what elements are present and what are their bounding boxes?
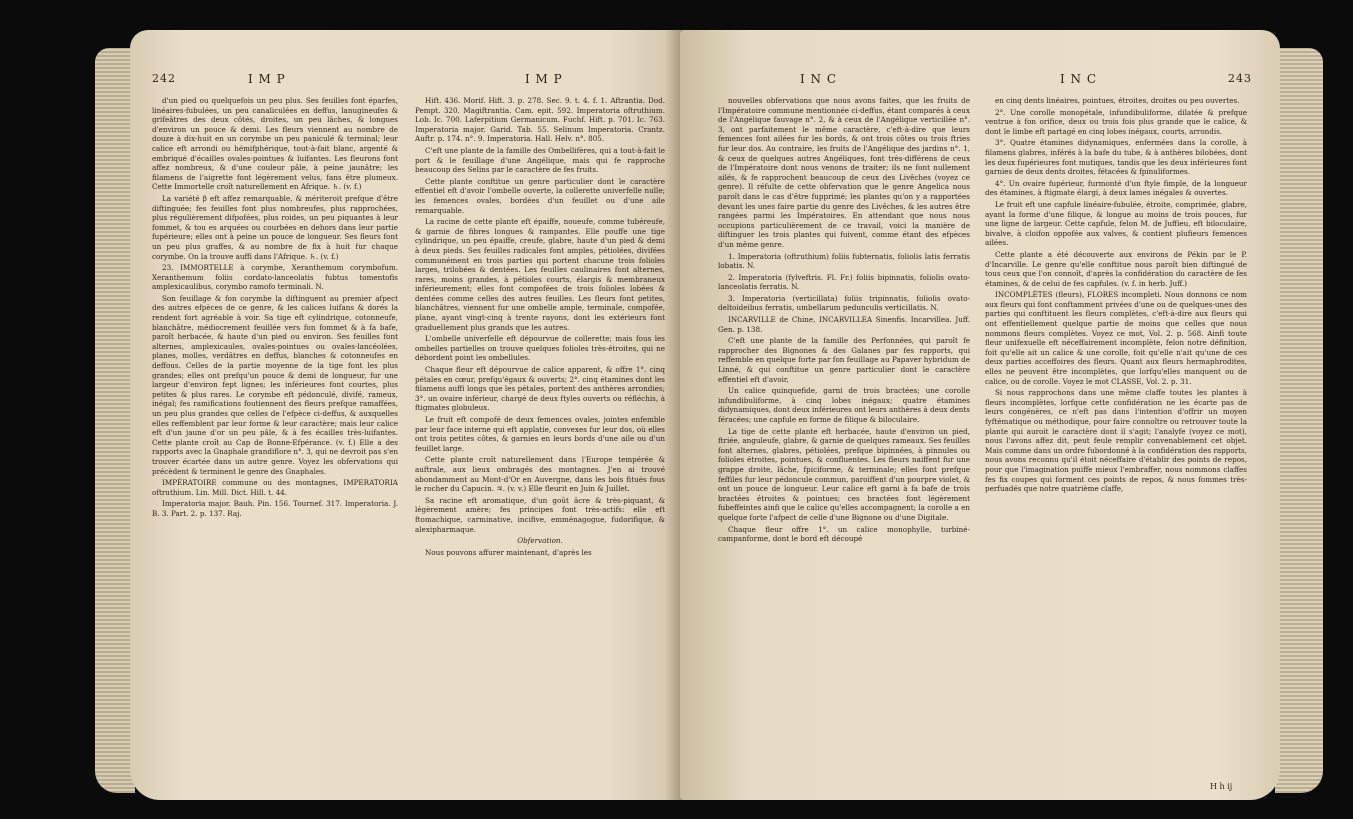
paragraph: 4°. Un ovaire fupérieur, furmonté d'un ftyle fimple, de la longueur des étamines, à ftigmate élargi, à deux lames inégales & ouvertes. bbox=[985, 178, 1247, 198]
right-page-number: 243 bbox=[1228, 72, 1252, 85]
paragraph: C'eft une plante de la famille des Perfonnées, qui paroît fe rapprocher des Bignones & des Galanes par fes rapports, qui reffemble en quelque forte par fon feuillage au Papaver hybridum de Linné, & qui conftitue un genre particulier dont le caractère effentiel eft d'avoir, bbox=[718, 336, 970, 384]
paragraph: Imperatoria major. Bauh. Pin. 156. Tournef. 317. Imperatoria. J. B. 3. Part. 2. p. 137. Raj. bbox=[152, 499, 398, 518]
paragraph: Obfervation. bbox=[517, 536, 563, 546]
right-column-2 bbox=[985, 96, 1247, 496]
right-column-1 bbox=[718, 96, 970, 546]
open-book bbox=[95, 18, 1335, 808]
right-running-head bbox=[680, 72, 1280, 86]
paragraph: en cinq dents linéaires, pointues, étroites, droites ou peu ouvertes. bbox=[995, 96, 1240, 105]
paragraph: 2°. Une corolle monopétale, infundibuliforme, dilatée & prefque ventrue à fon orifice, deux ou trois fois plus grande que le calice, & dont le limbe eft partagé en cinq lobes inégaux, courts, arrondis. bbox=[985, 107, 1247, 136]
left-page bbox=[130, 30, 690, 800]
paragraph: C'eft une plante de la famille des Ombellifères, qui a tout-à-fait le port & le feuillage d'une Angélique, mais qui fe rapproche beaucoup des Selins par le caractère de fes fruits. bbox=[415, 145, 665, 175]
paragraph: d'un pied ou quelquefois un peu plus. Ses feuilles font éparfes, linéaires-fubulées, un peu canaliculées en deffus, lanugineufes & grifeâtres des deux côtés, droites, un peu lâches, & longues d'environ un pouce & demi. Les fleurs viennent au nombre de douze à dix-huit en un corymbe un peu paniculé & terminal; leur calice eft arrondi ou hémifphérique, tout-à-fait blanc, argenté & embriqué d'écailles ovales-pointues & luifantes. Les fleurons font affez nombreux, & d'une couleur pâle, à peine jaunâtre; les filamens de l'aigrette font légèrement velus, fans être plumeux. Cette Immortelle croît naturellement en Afrique. ♄. (v. f.) bbox=[152, 96, 398, 192]
paragraph: Sa racine eft aromatique, d'un goût âcre & très-piquant, & légèrement amère; fes principes font très-actifs: elle eft ftomachique, carminative, incifive, emménagogue, fudorifique, & alexipharmaque. bbox=[415, 495, 665, 534]
paragraph: Chaque fleur offre 1°. un calice monophylle, turbiné-campanforme, dont le bord eft découpé bbox=[718, 524, 970, 544]
paragraph: Chaque fleur eft dépourvue de calice apparent, & offre 1°. cinq pétales en cœur, prefqu'égaux & ouverts; 2°. cinq étamines dont les filamens auffi longs que les pétales, portent des anthères arrondies; 3°. un ovaire inférieur, chargé de deux ftyles ouverts ou réfléchis, à ftigmates globuleux. bbox=[415, 365, 665, 413]
right-page bbox=[680, 30, 1280, 800]
paragraph: 23. IMMORTELLE à corymbe, Xeranthemum corymbofum. Xeranthemum foliis cordato-lanceolatis fubtus tomentofis amplexicaulibus, corymbo ramofo terminali. N. bbox=[152, 263, 398, 292]
paragraph: Le fruit eft une capfule linéaire-fubulée, étroite, comprimée, glabre, ayant la forme d'une filique, & longue au moins de trois pouces, fur une ligne de largeur. Cette capfule, felon M. de Juffieu, eft biloculaire, bivalve, à cloifon oppofée aux valves, & contient plufieurs femences ailées. bbox=[985, 199, 1247, 248]
right-header-col2: I N C bbox=[1060, 72, 1098, 86]
left-running-head bbox=[130, 72, 690, 86]
left-column-1 bbox=[152, 96, 398, 521]
paragraph: 1. Imperatoria (oftruthium) foliis fubternatis, foliolis latis ferratis lobatis. N. bbox=[718, 251, 970, 271]
paragraph: Si nous rapprochons dans une même claffe toutes les plantes à fleurs incomplètes, lorfque cette confidération ne les écarte pas de leurs congénères, ce n'eft pas dans l'intention d'offrir un moyen fyftématique ou méthodique, pour faire connoître ou retrouver toute la plante qui auroit le caractère dont il s'agit; l'analyfe (voyez ce mot), nous l'avons affez dit, peut feule remplir convenablement cet objet. Mais comme dans un ordre fubordonné à la confidération des rapports, nous avons reconnu qu'il étoit néceffaire d'établir des points de repos, pour que l'imagination puiffe mieux l'embraffer, nous nommons claffes fes fix coupes qui forment ces points de repos, & nous fommes très-perfuadés que notre quatrième claffe, bbox=[985, 388, 1247, 494]
paragraph: Cette plante a été découverte aux environs de Pékin par le P. d'Incarville. Le genre qu'elle conftitue nous paroît bien diftingué de tous ceux que l'on connoît, d'après la confidération du caractère de fes étamines, & de celui de fes capfules. (v. f. in herb. Juff.) bbox=[985, 249, 1247, 288]
paragraph: L'ombelle univerfelle eft dépourvue de collerette; mais fous les ombelles partielles on trouve quelques folioles très-étroites, qui ne débordent point les ombellules. bbox=[415, 334, 665, 363]
paragraph: 3. Imperatoria (verticillata) foliis tripinnatis, foliolis ovato-deltoideibus ferratis, umbellarum pedunculis verticillatis. N. bbox=[718, 293, 970, 313]
paragraph: Nous pouvons affurer maintenant, d'après les bbox=[425, 547, 592, 557]
signature-mark: H h ij bbox=[1210, 782, 1233, 791]
paragraph: Son feuillage & fon corymbe la diftinguent au premier afpect des autres efpèces de ce genre, & les calices luifans & dorés la rendent fort agréable à voir. Sa tige eft cylindrique, cotonneufe, blanchâtre, médiocrement feuillée vers fon fommet & à fa bafe, paroît herbacée, & haute d'un pied ou environ. Ses feuilles font alternes, amplexicaules, ovales-pointues ou ovales-lancéolées, planes, molles, verdâtres en deffus, blanches & cotonneufes en deffous. Celles de la partie moyenne de la tige font les plus grandes; elles ont prefqu'un pouce & demi de longueur, fur une largeur d'environ fept lignes; les inférieures font courtes, plus petites & plus rares. Le corymbe eft pédonculé, divifé, rameux, inégal; fes ramifications foutiennent des fleurs prefque ramaffées, un peu plus grandes que celles de l'efpèce ci-deffus, & auxquelles elles reffemblent par leur forme & leur caractère; mais leur calice eft d'un jaune d'or un peu pâle, & à fes écailles très-luifantes. Cette plante croît au Cap de Bonne-Efpérance. (v. f.) Elle a des rapports avec la Gnaphale grandiflore n°. 3, qui ne devroit pas s'en trouver écartée dans un autre genre. Voyez les obfervations qui précèdent & terminent le genre des Gnaphales. bbox=[152, 293, 398, 476]
paragraph: Hift. 436. Morif. Hift. 3. p. 278. Sec. 9. t. 4. f. 1. Aftrantia. Dod. Pempt. 320. Magiftrantia. Cam. epit. 592. Imperatoria oftruthium. Lob. Ic. 700. Laferpitium Germanicum. Fuchf. Hift. p. 701. Ic. 763. Imperatoria major. Garid. Tab. 55. Selinum Imperatoria. Crantz. Auftr. p. 174. n°. 9. Imperatoria. Hall. Helv. n°. 805. bbox=[415, 96, 665, 144]
left-column-2 bbox=[415, 96, 665, 559]
paragraph: Cette plante croît naturellement dans l'Europe tempérée & auftrale, aux lieux ombragés des montagnes. J'en ai trouvé abondamment au Mont-d'Or en Auvergne, dans les bois fitués fous le rocher du Capucin. ♃. (v. v.) Elle fleurit en Juin & Juillet. bbox=[415, 455, 665, 494]
left-page-edges bbox=[95, 48, 135, 793]
paragraph: Un calice quinquefide, garni de trois bractées; une corolle infundibuliforme, à cinq lobes inégaux; quatre étamines didynamiques, dont deux inférieures ont leurs anthères à deux dents féracées; une capfule en forme de filique & biloculaire. bbox=[718, 386, 970, 424]
paragraph: 3°. Quatre étamines didynamiques, enfermées dans la corolle, à filamens glabres, inférés à la bafe du tube, & à anthères bilobées, dont les deux fupérieures font mutiques, tandis que les deux inférieures font garnies de deux dents droites, fétacées & fpinuliformes. bbox=[985, 138, 1247, 177]
paragraph: 2. Imperatoria (fylveftris. Fl. Fr.) foliis bipinnatis, foliolis ovato-lanceolatis ferratis. N. bbox=[718, 272, 970, 292]
left-header-col1: I M P bbox=[248, 72, 286, 86]
paragraph: INCOMPLÈTES (fleurs), FLORES incompleti. Nous donnons ce nom aux fleurs qui font conftamment privées d'une ou de quelques-unes des parties qui conftituent les fleurs complètes, c'eft-à-dire aux fleurs qui ont effentiellement quelque partie de moins que celles que nous nommons fleurs complètes. Voyez ce mot, Vol. 2. p. 568. Ainfi toute fleur unifexuelle eft néceffairement incomplète, felon notre définition, foit qu'elle ait un calice & une corolle, foit qu'elle n'ait qu'une de ces deux parties acceffoires des fleurs. Quant aux fleurs hermaphrodites, elles ne peuvent être incomplètes, que lorfqu'elles manquent ou de calice, ou de corolle. Voyez le mot CLASSE, Vol. 2. p. 31. bbox=[985, 290, 1247, 386]
paragraph: La tige de cette plante eft herbacée, haute d'environ un pied, ftriée, anguleufe, glabre, & garnie de quelques rameaux. Ses feuilles font alternes, glabres, pétiolées, prefque bipinnées, à pinnules ou folioles étroites, pointues, & confluentes. Les fleurs naiffent fur une grappe droite, lâche, fpiciforme, & terminale; elles font prefque feffiles fur leur pédoncule commun, paroiffent d'un pourpre violet, & ont un pouce de longueur. Leur calice eft garni à fa bafe de trois bractées étroites & pointues; ces bractées font légèrement fubeffeintes ainfi que le calice qu'elles accompagnent; la corolle a en quelque forte l'afpect de celle d'une Bignone ou d'une Digitale. bbox=[718, 426, 970, 522]
left-header-col2: I M P bbox=[525, 72, 563, 86]
right-header-col1: I N C bbox=[800, 72, 838, 86]
paragraph: nouvelles obfervations que nous avons faites, que les fruits de l'Impératoire commune mentionnée ci-deffus, étant comparés à ceux de l'Angélique fauvage n°. 2, & à ceux de l'Angélique verticillée n°. 3, ont parfaitement le même caractère, c'eft-à-dire que leurs femences font ailées fur les bords, & ont trois côtes ou trois ftries fur leur dos. Au contraire, les fruits de l'Angélique des jardins n°. 1, & ceux de quelques autres Angéliques, font très-différens de ceux de l'Impératoire dont nous venons de traiter; ils ne font nullement ailés, & fe rapprochent beaucoup de ceux des Livêches (voyez ce genre). Il réfulte de cette obfervation que le genre Angelica nous paroît dans le cas d'être fupprimé; les plantes qu'on y a rapportées devant les unes faire partie du genre des Livêches, & les autres être rangées parmi les Impératoires. En attendant que nous nous occupions particulièrement de ce travail, voici la manière de diftinguer les trois plantes qui fuivent, comme étant des efpèces d'un même genre. bbox=[718, 96, 970, 249]
paragraph: Le fruit eft compofé de deux femences ovales, jointes enfemble par leur face interne qui eft applatie, convexes fur leur dos, où elles ont trois petites côtes, & garnies en leurs bords d'une aile ou d'un feuillet large. bbox=[415, 415, 665, 453]
paragraph: La racine de cette plante eft épaiffe, noueufe, comme tubéreufe, & garnie de fibres longues & rampantes. Elle pouffe une tige cylindrique, un peu épaiffe, creufe, glabre, haute d'un pied & demi à deux pieds. Ses feuilles radicales font amples, pétiolées, divifées communément en trois parties qui portent chacune trois folioles larges, trilobées & dentées. Les feuilles caulinaires font alternes, rares, moins grandes, à pétioles courts, élargis & membraneux inférieurement; elles font compofées de trois folioles lobées & dentées comme celles des autres feuilles. Les fleurs font petites, blanchâtres, viennent fur une ombelle ample, terminale, compofée, plane, ayant vingt-cinq à trente rayons, dont les extérieurs font graduellement plus grands que les autres. bbox=[415, 217, 665, 332]
paragraph: IMPÉRATOIRE commune ou des montagnes, IMPERATORIA oftruthium. Lin. Mill. Dict. Hill. t. 44. bbox=[152, 478, 398, 497]
left-page-number: 242 bbox=[152, 72, 176, 85]
paragraph: Cette plante conftitue un genre particulier dont le caractère effentiel eft d'avoir l'ombelle ouverte, la collerette univerfelle nulle; les femences ovales, bordées d'un feuillet ou d'une aile remarquable. bbox=[415, 176, 665, 215]
right-page-edges bbox=[1275, 48, 1323, 793]
paragraph: La variété β eft affez remarquable, & mériteroit prefque d'être diftinguée; fes feuilles font plus nombreufes, plus rapprochées, plus régulièrement difpofées, plus roides, un peu piquantes à leur fommet, & tou es arquées ou courbées en dehors dans leur partie fupérieure; elles ont à peine un pouce de longueur. Ses fleurs font un peu plus graffes, & au nombre de fix à huit fur chaque corymbe. On la trouve auffi dans l'Afrique. ♄. (v. f.) bbox=[152, 193, 398, 261]
paragraph: INCARVILLE de Chine, INCARVILLEA Sinenfis. Incarvillea. Juff. Gen. p. 138. bbox=[718, 315, 970, 334]
